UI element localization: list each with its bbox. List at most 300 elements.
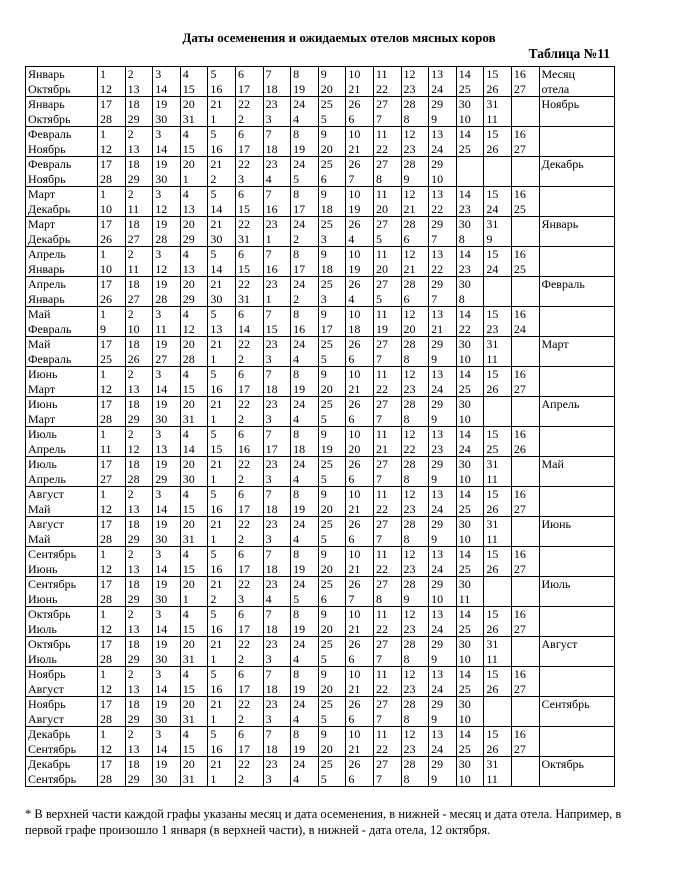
insemination-day: 19	[155, 517, 168, 531]
insemination-day: 26	[348, 397, 361, 411]
calving-day: 1	[210, 711, 217, 726]
insemination-day: 27	[375, 637, 388, 651]
calving-day: 18	[265, 81, 278, 96]
insemination-day	[514, 697, 539, 712]
insemination-day: 18	[127, 757, 140, 771]
calving-day: 3	[265, 471, 272, 486]
calving-column-top: Июль	[541, 577, 571, 591]
calving-day: 7	[375, 651, 382, 666]
calving-day: 17	[237, 681, 250, 696]
calving-day: 11	[127, 261, 140, 276]
insemination-day: 21	[210, 217, 223, 231]
calving-day: 31	[182, 111, 195, 126]
calving-day: 7	[375, 411, 382, 426]
insemination-day: 3	[155, 727, 162, 741]
insemination-day: 19	[155, 217, 168, 231]
day-cell	[456, 427, 484, 457]
insemination-day: 24	[293, 277, 306, 291]
calving-day: 18	[320, 201, 333, 216]
day-cell	[98, 67, 126, 97]
day-cell	[208, 157, 236, 187]
page-title: Даты осеменения и ожидаемых отелов мясных коров	[182, 30, 496, 45]
insemination-day: 30	[458, 457, 471, 471]
day-cell	[429, 727, 457, 757]
calving-day: 8	[403, 651, 410, 666]
insemination-day: 23	[265, 157, 278, 171]
day-cell	[263, 427, 291, 457]
calving-column-top	[542, 607, 614, 622]
calving-day: 20	[403, 321, 416, 336]
calving-day: 1	[210, 771, 217, 786]
insemination-month: Сентябрь	[28, 547, 77, 561]
day-cell	[153, 667, 181, 697]
insemination-day: 16	[513, 307, 526, 321]
day-cell	[401, 337, 429, 367]
day-cell	[180, 607, 208, 637]
insemination-day: 26	[348, 517, 361, 531]
insemination-day: 16	[513, 67, 526, 81]
day-cell	[346, 727, 374, 757]
insemination-day: 1	[100, 607, 106, 621]
day-cell	[125, 547, 153, 577]
calving-day: 31	[237, 231, 250, 246]
day-cell	[291, 457, 319, 487]
calving-day: 19	[293, 621, 306, 636]
day-cell	[373, 367, 401, 397]
day-cell	[263, 487, 291, 517]
insemination-day: 6	[237, 187, 244, 201]
day-cell	[484, 427, 512, 457]
day-cell	[456, 337, 484, 367]
calving-day: 15	[182, 621, 195, 636]
insemination-day: 8	[293, 607, 300, 621]
insemination-day: 25	[320, 157, 333, 171]
calving-day: 16	[265, 201, 278, 216]
day-cell	[346, 427, 374, 457]
day-cell	[208, 637, 236, 667]
calving-day: 1	[210, 351, 217, 366]
calving-day: 7	[375, 471, 382, 486]
calving-column-bottom	[542, 622, 614, 637]
day-cell	[511, 307, 539, 337]
day-cell	[208, 367, 236, 397]
calving-day: 25	[513, 201, 526, 216]
calving-day: 22	[458, 321, 471, 336]
calving-day: 24	[486, 261, 499, 276]
calving-day: 17	[237, 741, 250, 756]
day-cell	[429, 337, 457, 367]
calving-day: 21	[431, 321, 444, 336]
calving-day: 4	[348, 291, 355, 306]
day-cell	[373, 307, 401, 337]
calving-day: 18	[265, 501, 278, 516]
insemination-day: 24	[293, 397, 306, 411]
insemination-day: 19	[155, 577, 168, 591]
calving-day: 27	[100, 471, 112, 486]
insemination-day: 4	[182, 667, 189, 681]
calving-day: 4	[293, 711, 300, 726]
day-cell	[318, 517, 346, 547]
day-cell	[456, 667, 484, 697]
day-cell	[180, 337, 208, 367]
insemination-day: 4	[182, 367, 189, 381]
insemination-day: 29	[431, 757, 444, 771]
insemination-month: Май	[28, 307, 51, 321]
day-cell	[373, 547, 401, 577]
day-cell	[153, 337, 181, 367]
calving-month-column-cell	[539, 247, 614, 277]
calving-month: Декабрь	[28, 231, 71, 246]
day-cell	[98, 757, 126, 787]
insemination-day: 11	[375, 487, 388, 501]
calving-day: 6	[348, 351, 355, 366]
calving-column-bottom	[542, 532, 614, 547]
calving-day: 15	[210, 441, 223, 456]
day-cell	[208, 427, 236, 457]
calving-column-top	[542, 667, 614, 682]
day-cell	[208, 487, 236, 517]
calving-day: 2	[293, 291, 300, 306]
insemination-day: 18	[127, 457, 140, 471]
insemination-day: 18	[127, 157, 140, 171]
calving-day	[514, 772, 539, 787]
calving-day: 8	[403, 531, 410, 546]
day-cell	[318, 547, 346, 577]
calving-month-column-cell	[539, 697, 614, 727]
day-cell	[346, 697, 374, 727]
calving-day: 30	[155, 531, 168, 546]
calving-day: 19	[293, 501, 306, 516]
insemination-day: 8	[293, 667, 300, 681]
insemination-day: 6	[237, 607, 244, 621]
calving-day: 3	[265, 771, 272, 786]
insemination-day: 27	[375, 337, 388, 351]
calving-day: 23	[486, 321, 499, 336]
month-cell	[26, 607, 98, 637]
insemination-day: 28	[403, 157, 416, 171]
calving-day: 4	[293, 411, 300, 426]
calving-day: 27	[513, 81, 526, 96]
day-cell	[291, 307, 319, 337]
calving-day: 11	[486, 531, 498, 546]
day-cell	[291, 157, 319, 187]
calving-day: 18	[265, 561, 278, 576]
day-cell	[291, 247, 319, 277]
day-cell	[429, 487, 457, 517]
calving-month: Октябрь	[28, 81, 71, 96]
day-cell	[346, 517, 374, 547]
table-row	[26, 247, 615, 277]
insemination-day: 18	[127, 217, 140, 231]
insemination-day	[514, 337, 539, 352]
calving-day: 31	[182, 651, 195, 666]
day-cell	[180, 487, 208, 517]
calving-day	[514, 652, 539, 667]
calving-column-top	[542, 547, 614, 562]
calving-day: 5	[320, 651, 327, 666]
day-cell	[263, 247, 291, 277]
day-cell	[291, 757, 319, 787]
calving-month-column-cell	[539, 367, 614, 397]
calving-day: 15	[182, 501, 195, 516]
insemination-month: Июнь	[28, 367, 58, 381]
insemination-day: 17	[100, 337, 112, 351]
insemination-day: 5	[210, 307, 217, 321]
calving-day: 7	[348, 171, 355, 186]
calving-day: 19	[320, 441, 333, 456]
day-cell	[484, 127, 512, 157]
day-cell	[318, 757, 346, 787]
day-cell	[401, 397, 429, 427]
calving-day	[486, 592, 511, 607]
day-cell	[429, 637, 457, 667]
calving-column-bottom	[542, 502, 614, 517]
day-cell	[346, 577, 374, 607]
calving-day: 20	[320, 141, 333, 156]
day-cell	[346, 367, 374, 397]
insemination-day: 11	[375, 247, 388, 261]
calving-day: 25	[458, 501, 471, 516]
day-cell	[125, 697, 153, 727]
insemination-day: 1	[100, 247, 106, 261]
day-cell	[125, 637, 153, 667]
insemination-day: 10	[348, 427, 361, 441]
insemination-day: 20	[182, 277, 195, 291]
calving-day: 22	[375, 81, 388, 96]
calving-day: 14	[155, 681, 168, 696]
calving-day: 29	[127, 111, 140, 126]
insemination-day: 10	[348, 187, 361, 201]
day-cell	[511, 157, 539, 187]
day-cell	[125, 247, 153, 277]
day-cell	[373, 607, 401, 637]
calving-day: 26	[486, 501, 499, 516]
calving-day: 19	[293, 561, 306, 576]
calving-day: 28	[100, 411, 112, 426]
calving-day: 19	[293, 681, 306, 696]
calving-column-bottom	[542, 652, 614, 667]
insemination-day: 8	[293, 487, 300, 501]
insemination-day: 25	[320, 217, 333, 231]
calving-day: 15	[182, 741, 195, 756]
day-cell	[208, 67, 236, 97]
calving-day: 10	[458, 471, 471, 486]
day-cell	[511, 757, 539, 787]
day-cell	[291, 427, 319, 457]
calving-day: 10	[431, 591, 444, 606]
insemination-day	[514, 157, 539, 172]
calving-day: 15	[237, 201, 250, 216]
calving-day: 28	[100, 711, 112, 726]
day-cell	[511, 247, 539, 277]
insemination-day: 6	[237, 127, 244, 141]
insemination-day: 18	[127, 397, 140, 411]
calving-day: 5	[320, 111, 327, 126]
insemination-day: 16	[513, 367, 526, 381]
day-cell	[318, 97, 346, 127]
day-cell	[511, 517, 539, 547]
insemination-day: 30	[458, 217, 471, 231]
day-cell	[125, 607, 153, 637]
calving-day: 11	[486, 111, 498, 126]
calving-day: 24	[486, 201, 499, 216]
insemination-day: 29	[431, 397, 444, 411]
insemination-day: 31	[486, 97, 499, 111]
calving-day: 15	[182, 561, 195, 576]
insemination-day: 17	[100, 157, 112, 171]
calving-day: 29	[182, 231, 195, 246]
insemination-day: 3	[155, 367, 162, 381]
insemination-day: 7	[265, 187, 272, 201]
insemination-day: 26	[348, 577, 361, 591]
table-row	[26, 337, 615, 367]
day-cell	[511, 127, 539, 157]
calving-day: 24	[431, 561, 444, 576]
day-cell	[291, 637, 319, 667]
insemination-day: 13	[431, 247, 444, 261]
insemination-day: 1	[100, 367, 106, 381]
insemination-day: 3	[155, 127, 162, 141]
day-cell	[318, 607, 346, 637]
calving-day: 8	[403, 411, 410, 426]
insemination-day: 30	[458, 337, 471, 351]
calving-day: 1	[210, 411, 217, 426]
calving-day: 28	[100, 771, 112, 786]
day-cell	[291, 367, 319, 397]
insemination-day: 22	[237, 697, 250, 711]
day-cell	[263, 637, 291, 667]
calving-day: 23	[458, 201, 471, 216]
calving-month-column-cell	[539, 427, 614, 457]
insemination-day: 13	[431, 307, 444, 321]
day-cell	[235, 697, 263, 727]
day-cell	[125, 67, 153, 97]
calving-day	[514, 352, 539, 367]
day-cell	[456, 247, 484, 277]
calving-column-bottom	[542, 742, 614, 757]
month-cell	[26, 667, 98, 697]
insemination-day: 26	[348, 697, 361, 711]
insemination-day: 19	[155, 697, 168, 711]
calving-column-bottom	[542, 592, 614, 607]
day-cell	[346, 637, 374, 667]
insemination-day: 24	[293, 757, 306, 771]
calving-day: 9	[431, 711, 438, 726]
calving-day: 9	[431, 411, 438, 426]
insemination-day: 11	[375, 547, 388, 561]
insemination-day: 24	[293, 97, 306, 111]
day-cell	[180, 577, 208, 607]
day-cell	[125, 187, 153, 217]
insemination-day: 29	[431, 637, 444, 651]
day-cell	[318, 307, 346, 337]
insemination-day: 31	[486, 217, 499, 231]
day-cell	[125, 307, 153, 337]
calving-day: 15	[182, 81, 195, 96]
calving-day: 11	[486, 471, 498, 486]
calving-column-top	[542, 307, 614, 322]
insemination-day: 13	[431, 127, 444, 141]
calving-day: 26	[100, 291, 112, 306]
insemination-day	[514, 277, 539, 292]
insemination-month: Январь	[28, 97, 65, 111]
insemination-month: Апрель	[28, 277, 66, 291]
day-cell	[346, 667, 374, 697]
day-cell	[291, 727, 319, 757]
calving-day: 23	[403, 141, 416, 156]
insemination-day	[514, 457, 539, 472]
calving-day: 27	[513, 381, 526, 396]
calving-day: 9	[431, 471, 438, 486]
day-cell	[401, 127, 429, 157]
insemination-day: 18	[127, 97, 140, 111]
calving-day: 8	[375, 591, 382, 606]
day-cell	[484, 577, 512, 607]
table-row	[26, 67, 615, 97]
calving-day: 3	[320, 291, 327, 306]
calving-day: 15	[182, 681, 195, 696]
insemination-day: 4	[182, 307, 189, 321]
day-cell	[318, 127, 346, 157]
calving-column-top: Июнь	[541, 517, 572, 531]
month-cell	[26, 307, 98, 337]
calving-day: 5	[320, 531, 327, 546]
insemination-day: 23	[265, 457, 278, 471]
calving-day: 7	[431, 291, 438, 306]
calving-column-bottom	[542, 322, 614, 337]
insemination-day: 13	[431, 67, 444, 81]
day-cell	[484, 397, 512, 427]
calving-day: 17	[237, 621, 250, 636]
day-cell	[511, 697, 539, 727]
day-cell	[235, 277, 263, 307]
day-cell	[429, 157, 457, 187]
insemination-day: 28	[403, 457, 416, 471]
calving-day: 11	[486, 771, 498, 786]
calving-day: 27	[513, 141, 526, 156]
insemination-day: 17	[100, 697, 112, 711]
day-cell	[484, 637, 512, 667]
calving-day: 2	[237, 711, 244, 726]
calving-day: 2	[210, 591, 217, 606]
calving-day: 29	[127, 711, 140, 726]
calving-column-top: Октябрь	[541, 757, 585, 771]
calving-day: 5	[320, 351, 327, 366]
calving-day: 2	[293, 231, 300, 246]
calving-day: 24	[431, 741, 444, 756]
insemination-day: 26	[348, 757, 361, 771]
calving-day: 6	[348, 531, 355, 546]
calving-day: 19	[293, 381, 306, 396]
insemination-day: 20	[182, 697, 195, 711]
calving-day: 10	[100, 261, 112, 276]
insemination-day: 7	[265, 727, 272, 741]
calving-day: 27	[127, 291, 140, 306]
calving-day: 25	[458, 681, 471, 696]
day-cell	[373, 397, 401, 427]
day-cell	[401, 157, 429, 187]
calving-day: 4	[265, 171, 272, 186]
insemination-day: 3	[155, 67, 162, 81]
calving-day: 26	[486, 381, 499, 396]
day-cell	[153, 547, 181, 577]
insemination-day: 8	[293, 367, 300, 381]
calving-day: 27	[513, 621, 526, 636]
table-row	[26, 667, 615, 697]
calving-day: 21	[348, 501, 361, 516]
calving-day: 26	[486, 141, 499, 156]
calving-day: 21	[348, 621, 361, 636]
